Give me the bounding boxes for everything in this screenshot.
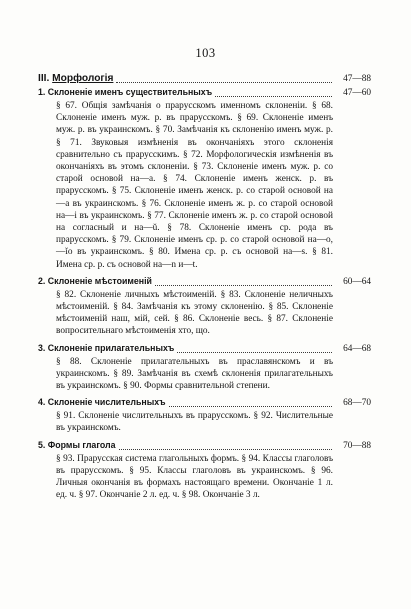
- section-pages: 47—60: [343, 88, 371, 98]
- dot-leader: [119, 448, 332, 450]
- section-pages: 70—88: [343, 440, 371, 451]
- section-number: 1.: [38, 87, 46, 97]
- dot-leader: [116, 81, 332, 83]
- section-title: Склоненіе именъ существительныхъ: [47, 87, 213, 97]
- section-contents: § 93. Праруccкая система глагольныхъ формъ. § 94. Классы глаголовъ въ праруccкомъ. § 95. Классы глаголовъ въ украинскомъ. § 96. Личныя окончанія въ формахъ настоящаго времени. Окончаніе 1 л. ед. ч. § 97. Окончаніе 2 л. ед. ч. § 98. Окончаніе 3 л.: [56, 453, 333, 501]
- section-title: Склоненіе прилагательныхъ: [47, 342, 175, 353]
- table-of-contents: [38, 72, 371, 505]
- part-numeral: III.: [38, 73, 50, 84]
- section-number: 4.: [38, 397, 46, 408]
- section-contents: § 82. Склоненіе личныхъ мѣстоименій. § 83. Склоненіе неличныхъ мѣстоименій. § 84. Замѣчанія къ этому склоненію. § 85. Склоненіе мѣстоименій наш, мій, сей. § 86. Склоненіе весь. § 87. Склоненіе вопросительнаго мѣстоименія хто, що.: [56, 289, 333, 337]
- section-contents: § 67. Общія замѣчанія о праруccкомъ именномъ склоненіи. § 68. Склоненіе именъ муж. р. въ праруccкомъ. § 69. Склоненіе именъ муж. р. въ украинскомъ. § 70. Замѣчанія къ склоненію именъ муж. р. § 71. Звуковыя измѣненія въ окончаніяхъ этого склоненія сравнительно съ праруccкимъ. § 72. Морфологическія измѣненія въ окончаніяхъ въ этомъ склоненіи. § 73. Склоненіе именъ муж. р. со старой основой на—а. § 74. Склоненіе именъ женск. р. въ праруccкомъ. § 75. Склоненіе именъ женск. р. со старой основой на—а въ украинскомъ. § 76. Склоненіе именъ ж. р. со старой основой на—і въ украинскомъ. § 77. Склоненіе именъ ж. р. со старой основой на согласный и на—ŭ. § 78. Склоненіе именъ ср. рода въ праруccкомъ. § 79. Склоненіе именъ ср. р. со старой основой на—о,—ǐо въ украинскомъ. § 80. Имена ср. р. съ основой на—s. § 81. Имена ср. р. съ основой на—n и—t.: [56, 101, 333, 270]
- section-heading: [38, 342, 371, 356]
- section-pages: 64—68: [343, 343, 371, 354]
- section-number: 3.: [38, 342, 46, 353]
- section-contents: § 91. Склоненіе числительныхъ въ праруccкомъ. § 92. Числительные въ украинскомъ.: [56, 411, 333, 434]
- dot-leader: [169, 405, 332, 407]
- section-title: Склоненіе мѣстоименій: [47, 275, 152, 286]
- page-number: 103: [195, 46, 216, 60]
- section-title: Формы глагола: [47, 439, 116, 450]
- part-heading: [38, 72, 371, 86]
- section-number: 2.: [38, 275, 46, 286]
- section-heading: [38, 396, 371, 410]
- dot-leader: [155, 284, 332, 286]
- part-title: Морфологія: [52, 73, 114, 84]
- section-title: Склоненіе числительныхъ: [47, 397, 166, 408]
- section-heading: [38, 275, 371, 289]
- dot-leader: [215, 95, 332, 97]
- section-contents: § 88. Склоненіе прилагательныхъ въ праславянскомъ и въ украинскомъ. § 89. Замѣчанія въ схемѣ склоненія прилагательныхъ въ украинскомъ. § 90. Формы сравнительной степени.: [56, 356, 333, 392]
- section-number: 5.: [38, 439, 46, 450]
- section-pages: 60—64: [343, 276, 371, 287]
- dot-leader: [177, 351, 332, 353]
- section-pages: 68—70: [343, 398, 371, 409]
- section-heading: [38, 439, 371, 453]
- part-pages: 47—88: [343, 74, 371, 84]
- section-heading: [38, 86, 371, 100]
